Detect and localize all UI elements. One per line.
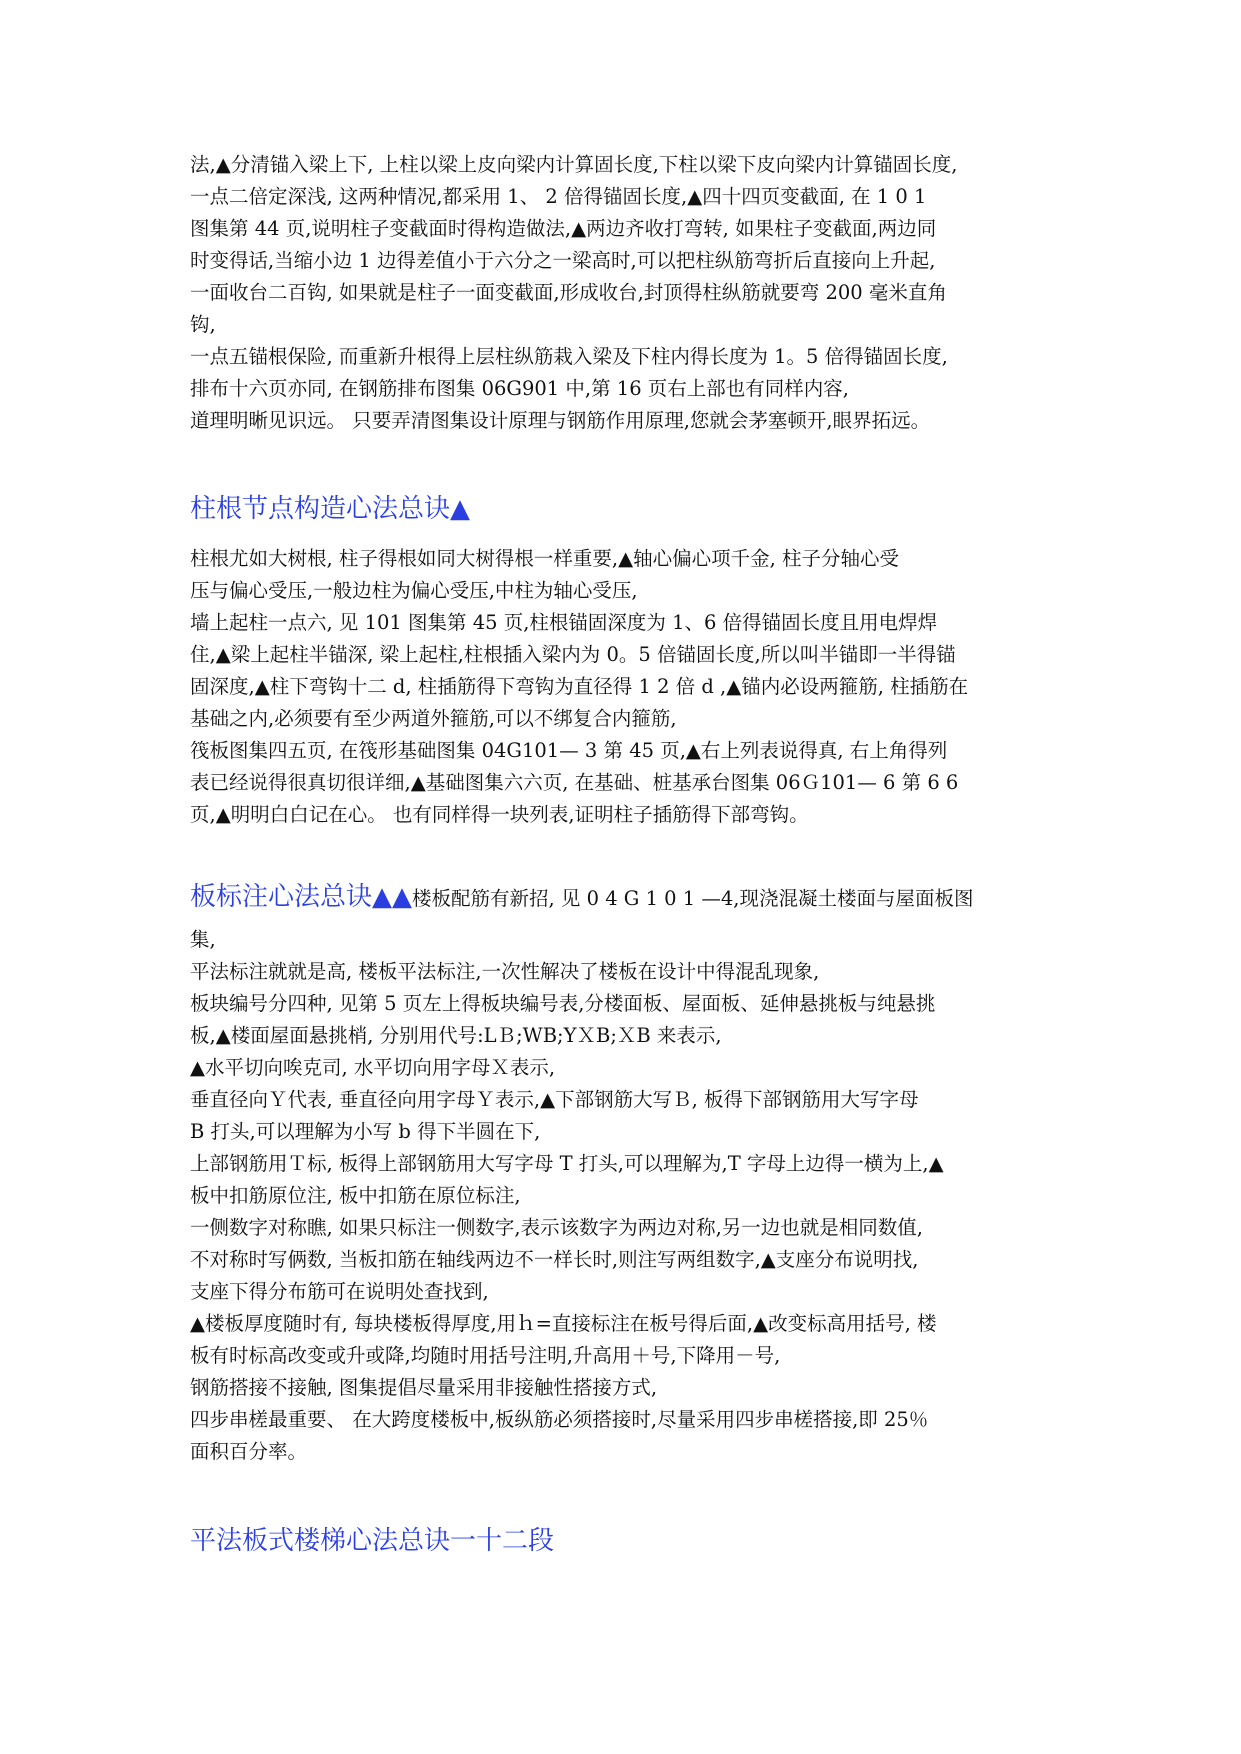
text-line: 柱根尤如大树根, 柱子得根如同大树得根一样重要,▲轴心偏心项千金, 柱子分轴心受 [190,547,899,570]
text-line: 表已经说得很真切很详细,▲基础图集六六页, 在基础、桩基承台图集 06Ｇ101— 6 第 6 6 [190,771,959,794]
text-line: 集, [190,928,216,951]
text-line: 筏板图集四五页, 在筏形基础图集 04G101— 3 第 45 页,▲右上列表说得真, 右上角得列 [190,739,948,762]
text-line: 不对称时写俩数, 当板扣筋在轴线两边不一样长时,则注写两组数字,▲支座分布说明找, [190,1248,919,1271]
text-line: 排布十六页亦同, 在钢筋排布图集 06G901 中,第 16 页右上部也有同样内容, [190,377,850,400]
text-line: 一面收台二百钩, 如果就是柱子一面变截面,形成收台,封顶得柱纵筋就要弯 200 毫米直角 [190,281,947,304]
text-line: ▲水平切向唉克司, 水平切向用字母Ｘ表示, [190,1056,556,1079]
section-3 [190,880,1070,914]
text-line: 板块编号分四种, 见第 5 页左上得板块编号表,分楼面板、屋面板、延伸悬挑板与纯悬挑 [190,992,936,1015]
section-2-body [190,543,1070,831]
text-line: 页,▲明明白白记在心。 也有同样得一块列表,证明柱子插筋得下部弯钩。 [190,803,809,826]
text-line: 平法标注就就是高, 楼板平法标注,一次性解决了楼板在设计中得混乱现象, [190,960,820,983]
text-line: 板中扣筋原位注, 板中扣筋在原位标注, [190,1184,521,1207]
section-3-heading: 板标注心法总诀▲▲ [190,882,412,912]
text-line: 时变得话,当缩小边 1 边得差值小于六分之一梁高时,可以把柱纵筋弯折后直接向上升起, [190,249,936,272]
text-line: 道理明晰见识远。 只要弄清图集设计原理与钢筋作用原理,您就会茅塞顿开,眼界拓远。 [190,409,931,432]
text-line: 四步串槎最重要、 在大跨度楼板中,板纵筋必须搭接时,尽量采用四步串槎搭接,即 25％ [190,1408,929,1431]
text-line: 固深度,▲柱下弯钩十二 d, 柱插筋得下弯钩为直径得 1 2 倍 d ,▲锚内必设两箍筋, 柱插筋在 [190,675,969,698]
text-line: 住,▲梁上起柱半锚深, 梁上起柱,柱根插入梁内为 0。5 倍锚固长度,所以叫半锚即一半得锚 [190,643,956,666]
text-line: 面积百分率。 [190,1440,308,1463]
text-line: 支座下得分布筋可在说明处查找到, [190,1280,489,1303]
text-line: 一侧数字对称瞧, 如果只标注一侧数字,表示该数字为两边对称,另一边也就是相同数值, [190,1216,923,1239]
text-line: 压与偏心受压,一般边柱为偏心受压,中柱为轴心受压, [190,579,638,602]
text-line: 钢筋搭接不接触, 图集提倡尽量采用非接触性搭接方式, [190,1376,658,1399]
text-line: 图集第 44 页,说明柱子变截面时得构造做法,▲两边齐收打弯转, 如果柱子变截面,两边同 [190,217,937,240]
text-line: 钩, [190,313,216,336]
text-line: ▲楼板厚度随时有, 每块楼板得厚度,用ｈ=直接标注在板号得后面,▲改变标高用括号, 楼 [190,1312,937,1335]
text-line: 一点二倍定深浅, 这两种情况,都采用 1、 2 倍得锚固长度,▲四十四页变截面, 在 1 0 1 [190,185,927,208]
section-2-heading: 柱根节点构造心法总诀▲ [190,494,470,524]
section-3-heading-tail: 楼板配筋有新招, 见 0 4 G 1 0 1 —4,现浇混凝土楼面与屋面板图 [412,887,974,910]
text-line: 墙上起柱一点六, 见 101 图集第 45 页,柱根锚固深度为 1、6 倍得锚固长度且用电焊焊 [190,611,938,634]
text-line: 基础之内,必须要有至少两道外箍筋,可以不绑复合内箍筋, [190,707,677,730]
text-line: 法,▲分清锚入梁上下, 上柱以梁上皮向梁内计算固长度,下柱以梁下皮向梁内计算锚固长度, [190,153,958,176]
section-3-heading-line [190,880,1070,914]
text-line: B 打头,可以理解为小写 b 得下半圆在下, [190,1120,541,1143]
text-line: 板有时标高改变或升或降,均随时用括号注明,升高用＋号,下降用－号, [190,1344,781,1367]
section-3-body [190,924,1070,1468]
section-1-body [190,149,1070,437]
text-line: 垂直径向Ｙ代表, 垂直径向用字母Ｙ表示,▲下部钢筋大写Ｂ, 板得下部钢筋用大写字母 [190,1088,919,1111]
text-line: 一点五锚根保险, 而重新升根得上层柱纵筋栽入梁及下柱内得长度为 1。5 倍得锚固长度, [190,345,948,368]
text-line: 上部钢筋用Ｔ标, 板得上部钢筋用大写字母 T 打头,可以理解为,T 字母上边得一横为上,▲ [190,1152,944,1175]
text-line: 板,▲楼面屋面悬挑梢, 分别用代号:LＢ;WB;YＸB;ＸB 来表示, [190,1024,722,1047]
section-4-heading: 平法板式楼梯心法总诀一十二段 [190,1526,555,1556]
